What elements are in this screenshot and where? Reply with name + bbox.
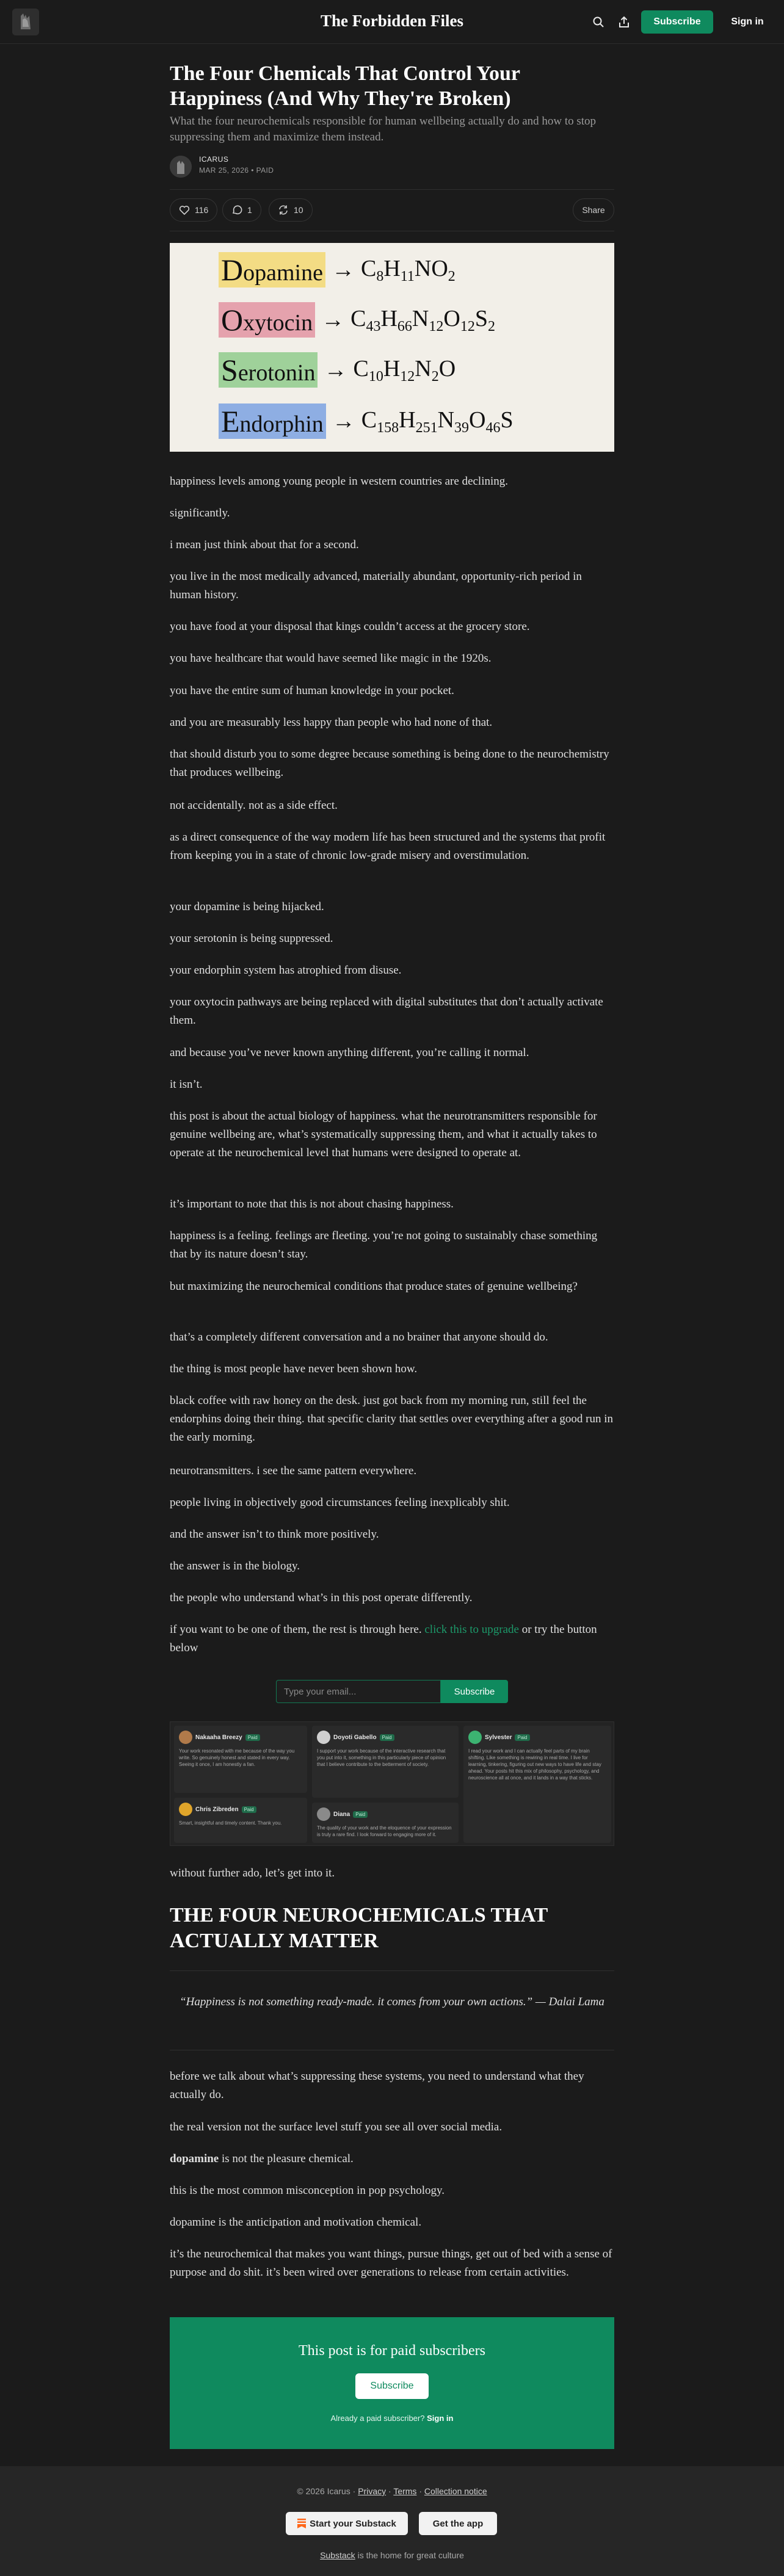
chem-formula (361, 407, 514, 436)
paragraph: your dopamine is being hijacked. (170, 900, 324, 913)
formula-element: C (350, 305, 366, 331)
formula-subscript: 66 (397, 318, 412, 335)
start-substack-button[interactable] (286, 2512, 408, 2535)
formula-subscript: 2 (448, 268, 456, 284)
testimonial-text: Smart, insightful and timely content. Thank you. (179, 1820, 282, 1826)
comment-icon (231, 204, 242, 215)
text: Already a paid subscriber? (330, 2414, 425, 2423)
formula-element: H (380, 305, 397, 331)
paid-badge: Paid (242, 1806, 256, 1813)
avatar (179, 1803, 192, 1816)
copyright: © 2026 Icarus (297, 2486, 350, 2496)
formula-subscript: 46 (485, 419, 501, 436)
chem-initial: D (221, 253, 244, 287)
author-name[interactable]: ICARUS (199, 155, 229, 164)
restack-icon (278, 204, 289, 215)
chem-rest: xytocin (243, 310, 313, 336)
search-icon[interactable] (590, 13, 607, 31)
formula-element: C (353, 355, 369, 382)
paragraph: but maximizing the neurochemical conditions that produce states of genuine wellbeing? (170, 1280, 578, 1293)
post-title: The Four Chemicals That Control Your Happiness (And Why They're Broken) (170, 62, 520, 110)
paragraph: before we talk about what’s suppressing these systems, you need to understand what they actually do. (170, 2070, 584, 2101)
paragraph: your oxytocin pathways are being replaced with digital substitutes that don’t actually activate them. (170, 996, 603, 1027)
paragraph: happiness levels among young people in western countries are declining. (170, 475, 509, 488)
chem-row-endorphin (219, 404, 514, 438)
paragraph: it isn’t. (170, 1078, 203, 1091)
chem-name (219, 302, 315, 338)
paid-badge: Paid (353, 1811, 368, 1818)
paragraph: and because you’ve never known anything different, you’re calling it normal. (170, 1046, 529, 1059)
formula-element: H (399, 407, 416, 433)
paragraph: not accidentally. not as a side effect. (170, 799, 338, 812)
paid-badge: Paid (245, 1734, 260, 1741)
paragraph: neurotransmitters. i see the same pattern everywhere. (170, 1464, 417, 1477)
formula-subscript: 2 (431, 368, 439, 385)
formula-subscript: 2 (487, 318, 495, 335)
paragraph: that’s a completely different conversation and a no brainer that anyone should do. (170, 1331, 548, 1344)
chem-name (219, 252, 325, 288)
paragraph: without further ado, let’s get into it. (170, 1867, 335, 1880)
formula-element: O (438, 355, 456, 382)
avatar (468, 1731, 482, 1744)
arrow: → (324, 357, 347, 383)
formula-subscript: 12 (400, 368, 415, 385)
paragraph: as a direct consequence of the way modern life has been structured and the systems that profit from keeping you in a state of chronic low-grade misery and overstimulation. (170, 831, 606, 862)
chem-rest: opamine (243, 260, 323, 286)
share-icon[interactable] (615, 13, 633, 31)
substack-icon (297, 2519, 306, 2528)
formula-element: C (361, 407, 377, 433)
collection-notice-link[interactable]: Collection notice (424, 2486, 487, 2496)
footer (0, 2466, 784, 2576)
testimonial-card (463, 1726, 611, 1843)
paragraph: it’s the neurochemical that makes you want things, pursue things, get out of bed with a sense of purpose and do shit. it’s been wired over generations to release from certain activities. (170, 2248, 612, 2279)
arrow: → (331, 257, 355, 283)
chem-name (219, 403, 326, 439)
avatar (179, 1731, 192, 1744)
publication-logo[interactable] (12, 9, 39, 35)
paywall-title: This post is for paid subscribers (299, 2343, 485, 2359)
paragraph: and you are measurably less happy than people who had none of that. (170, 716, 493, 729)
paragraph: the people who understand what’s in this post operate differently. (170, 1591, 473, 1604)
chem-rest: erotonin (238, 360, 316, 386)
restack-button[interactable] (269, 198, 313, 222)
paragraph: people living in objectively good circumstances feeling inexplicably shit. (170, 1496, 510, 1509)
paywall-sign-in-link[interactable]: Sign in (427, 2414, 454, 2423)
chem-row-oxytocin (219, 305, 495, 335)
formula-element: S (474, 305, 488, 331)
email-subscribe-button[interactable]: Subscribe (441, 1680, 508, 1703)
tagline-text: is the home for great culture (355, 2550, 464, 2560)
author-avatar[interactable] (170, 156, 192, 178)
testimonials-image (170, 1721, 614, 1846)
paragraph: dopamine is the anticipation and motivation chemical. (170, 2216, 422, 2229)
divider (170, 1970, 614, 1971)
testimonial-text: The quality of your work and the eloquence of your expression is truly a rare find. I look forward to engaging more of it. (317, 1825, 452, 1837)
paragraph: this post is about the actual biology of happiness. what the neurotransmitters responsible for genuine wellbeing are, what’s systematically suppressing them, and what it actually takes to operate at the neurochemical level that humans were designed to operate at. (170, 1110, 597, 1159)
testimonial-card (312, 1803, 459, 1843)
section-heading: THE FOUR NEUROCHEMICALS THAT ACTUALLY MATTER (170, 1904, 548, 1952)
paragraph: i mean just think about that for a second. (170, 538, 359, 551)
formula-subscript: 43 (366, 318, 381, 335)
chem-formula (350, 305, 495, 335)
formula-subscript: 158 (377, 419, 399, 436)
testimonial-text: Your work resonated with me because of the way you write. So genuinely honest and stated in every way. Seeing it once, I am honestly a fan. (179, 1748, 295, 1767)
formula-element: NO (414, 255, 448, 281)
pull-quote: “Happiness is not something ready-made. it comes from your own actions.” — Dalai Lama (180, 1995, 604, 2008)
formula-subscript: 12 (460, 318, 475, 335)
formula-subscript: 251 (415, 419, 438, 436)
paragraph: your serotonin is being suppressed. (170, 932, 333, 945)
restack-count: 10 (294, 205, 303, 215)
chem-row-dopamine (219, 253, 456, 287)
paragraph: that should disturb you to some degree because something is being done to the neurochemistry that produces wellbeing. (170, 748, 609, 779)
hero-image (170, 243, 614, 452)
chem-initial: O (221, 303, 244, 337)
paragraph: you have the entire sum of human knowledge in your pocket. (170, 684, 454, 697)
paragraph: you live in the most medically advanced, materially abundant, opportunity-rich period in human history. (170, 570, 582, 601)
paragraph: the answer is in the biology. (170, 1560, 300, 1572)
sign-in-link[interactable]: Sign in (731, 16, 764, 27)
share-button[interactable]: Share (573, 198, 614, 222)
paragraph: your endorphin system has atrophied from disuse. (170, 964, 402, 977)
paragraph (170, 1621, 614, 1657)
paragraph: the real version not the surface level stuff you see all over social media. (170, 2121, 503, 2133)
formula-subscript: 11 (400, 268, 415, 284)
paragraph: you have food at your disposal that kings couldn’t access at the grocery store. (170, 620, 530, 633)
formula-element: O (469, 407, 486, 433)
paid-badge: Paid (515, 1734, 529, 1741)
paywall-subscribe-button[interactable]: Subscribe (355, 2373, 429, 2399)
arrow: → (321, 307, 345, 333)
separator: · (352, 2486, 356, 2496)
like-button[interactable] (170, 198, 217, 222)
privacy-link[interactable]: Privacy (358, 2486, 387, 2496)
terms-link[interactable]: Terms (393, 2486, 417, 2496)
footer-links (0, 2486, 784, 2496)
logo-figure-icon (12, 9, 39, 35)
avatar (317, 1807, 330, 1821)
formula-element: C (360, 255, 377, 281)
chem-initial: E (221, 404, 240, 438)
paragraph: this is the most common misconception in pop psychology. (170, 2184, 445, 2197)
formula-element: N (412, 305, 429, 331)
paragraph (170, 2150, 614, 2168)
formula-subscript: 39 (454, 419, 470, 436)
paragraph: you have healthcare that would have seemed like magic in the 1920s. (170, 652, 492, 665)
bold-term: dopamine (170, 2152, 219, 2165)
divider (170, 189, 614, 190)
footer-tagline (0, 2550, 784, 2560)
paywall-box (170, 2317, 614, 2449)
testimonial-card (312, 1726, 459, 1798)
testimonial-name: Sylvester (485, 1734, 512, 1741)
avatar (317, 1731, 330, 1744)
formula-subscript: 8 (376, 268, 384, 284)
formula-element: H (383, 255, 401, 281)
testimonial-card (174, 1798, 307, 1843)
text: is not the pleasure chemical. (219, 2152, 354, 2165)
like-count: 116 (195, 205, 209, 215)
arrow: → (332, 408, 355, 434)
heart-icon (179, 204, 190, 215)
formula-element: O (443, 305, 460, 331)
subscribe-button[interactable]: Subscribe (641, 10, 713, 34)
start-substack-label: Start your Substack (310, 2518, 396, 2529)
comment-count: 1 (247, 205, 252, 215)
testimonial-text: I read your work and I can actually feel parts of my brain shifting. Like something is rewiring in real time. I live for learning, tinkering, figuring out new ways to have life and stay ahead. Your posts hit this mix of philosophy, psychology, and neuroscience all at once, and it lands in a way that sticks. (468, 1748, 601, 1781)
testimonial-name: Nakaaha Breezy (195, 1734, 242, 1741)
post-date: MAR 25, 2026 • PAID (199, 166, 274, 175)
post-subtitle: What the four neurochemicals responsible for human wellbeing actually do and how to stop suppressing them and maximize them instead. (170, 115, 597, 143)
text: if you want to be one of them, the rest is through here. (170, 1623, 425, 1636)
paragraph: black coffee with raw honey on the desk. just got back from my morning run, still feel the endorphins doing their thing. that specific clarity that settles over everything after a good run in the early morning. (170, 1394, 614, 1444)
paragraph: happiness is a feeling. feelings are fleeting. you’re not going to sustainably chase something that by its nature doesn’t stay. (170, 1229, 598, 1261)
chem-formula (361, 255, 456, 285)
formula-subscript: 10 (368, 368, 383, 385)
testimonial-name: Chris Zibreden (195, 1806, 239, 1813)
separator: · (419, 2486, 422, 2496)
chem-formula (353, 355, 456, 385)
substack-link[interactable]: Substack (320, 2550, 355, 2560)
formula-subscript: 12 (429, 318, 444, 335)
testimonial-name: Diana (333, 1811, 350, 1818)
testimonial-card (174, 1726, 307, 1793)
paragraph: significantly. (170, 507, 230, 519)
chem-row-serotonin (219, 355, 456, 385)
site-title[interactable]: The Forbidden Files (320, 12, 464, 30)
paragraph: it’s important to note that this is not about chasing happiness. (170, 1198, 454, 1210)
separator: · (388, 2486, 391, 2496)
chem-rest: ndorphin (239, 411, 324, 437)
paragraph: and the answer isn’t to think more positively. (170, 1528, 379, 1541)
testimonial-name: Doyoti Gabello (333, 1734, 377, 1741)
email-input[interactable]: Type your email... (276, 1680, 441, 1703)
paid-badge: Paid (380, 1734, 394, 1741)
comment-button[interactable] (222, 198, 261, 222)
formula-element: N (437, 407, 455, 433)
formula-element: N (415, 355, 432, 382)
paragraph: the thing is most people have never been shown how. (170, 1362, 418, 1375)
upgrade-link[interactable]: click this to upgrade (424, 1623, 519, 1636)
paywall-signin-line (170, 2414, 614, 2423)
get-app-button[interactable]: Get the app (419, 2512, 497, 2535)
formula-element: S (500, 407, 514, 433)
chem-initial: S (221, 353, 238, 387)
top-bar (0, 0, 784, 44)
formula-element: H (383, 355, 401, 382)
testimonial-text: I support your work because of the interactive research that you put into it, something in this particularly piece of opinion that I believe contribute to the betterment of society. (317, 1748, 446, 1767)
chem-name (219, 352, 318, 388)
text: or try the button below (170, 1623, 597, 1654)
